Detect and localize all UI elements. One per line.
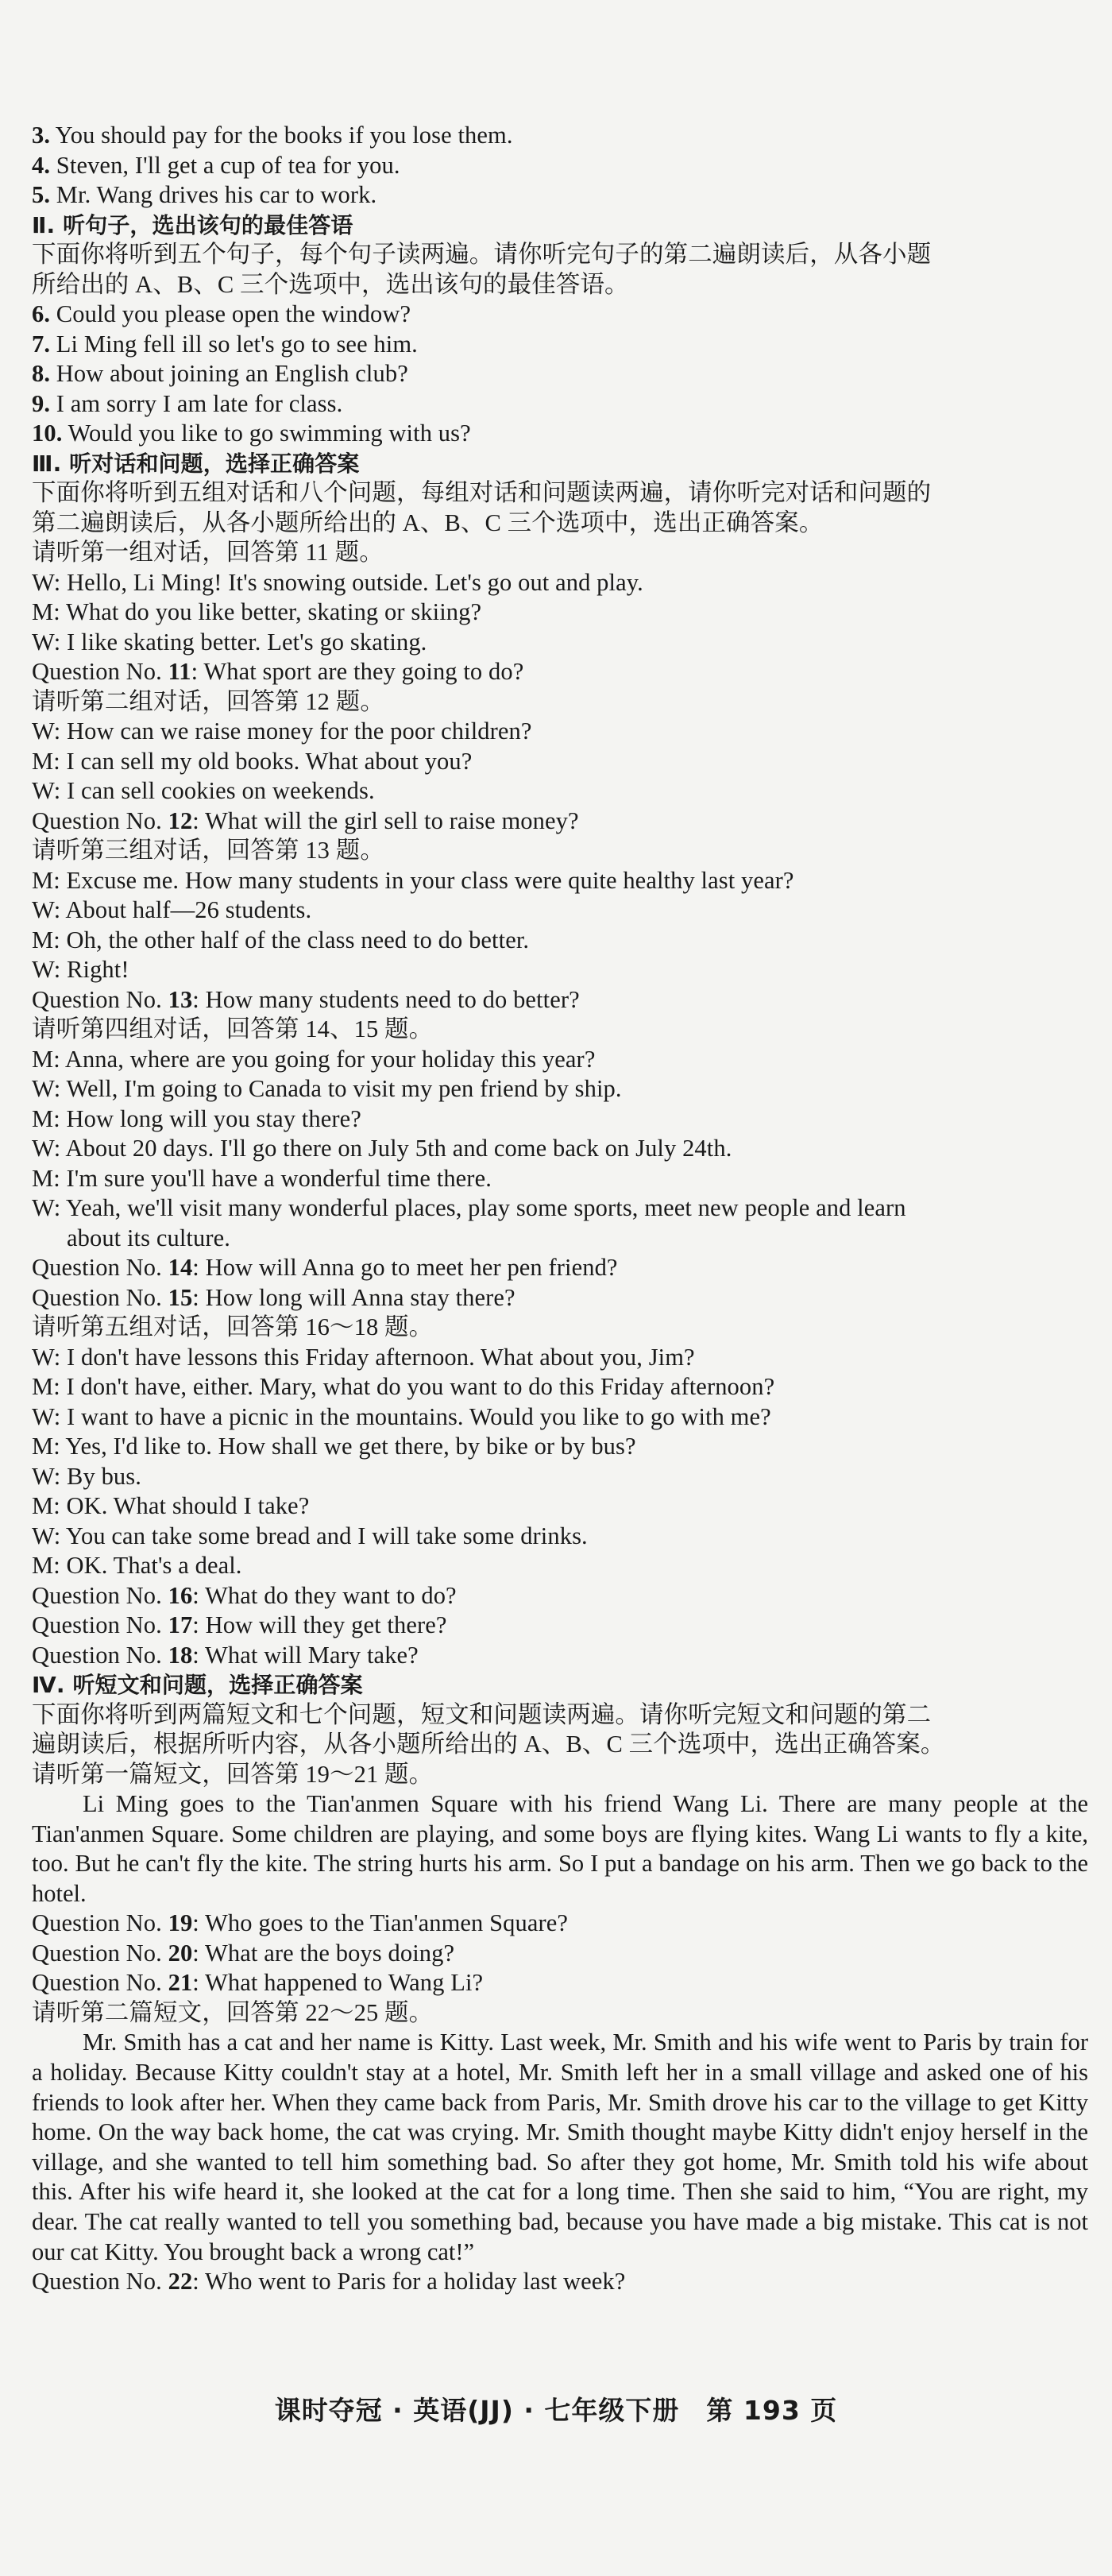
question-prefix: Question No.: [32, 1641, 168, 1669]
dialogue-line: M: Oh, the other half of the class need to do better.: [32, 926, 530, 953]
dialogue-line: M: Anna, where are you going for your holiday this year?: [32, 1045, 596, 1073]
dialogue-line: W: Right!: [32, 956, 129, 983]
item-number: 5.: [32, 181, 51, 208]
item-text: Would you like to go swimming with us?: [62, 420, 471, 447]
dialogue-line: W: How can we raise money for the poor children?: [32, 717, 532, 745]
question-number: 19: [168, 1909, 193, 1937]
group-intro: 请听第五组对话，回答第 16～18 题。: [32, 1313, 434, 1340]
question-number: 12: [168, 806, 193, 834]
question-prefix: Question No.: [32, 1254, 168, 1281]
item-text: Li Ming fell ill so let's go to see him.: [50, 330, 418, 358]
question-prefix: Question No.: [32, 1909, 168, 1937]
passage-paragraph: Mr. Smith has a cat and her name is Kitty. Last week, Mr. Smith and his wife went to Paris by train for a holiday. Because Kitty couldn't stay at a hotel, Mr. Smith left her in a small village and asked one of his friends to look after her. When they came back from Paris, Mr. Smith drove his car to the village to get Kitty home. On the way back home, the cat was crying. Mr. Smith thought maybe Kitty didn't enjoy herself in the village, and she wanted to tell him something bad. So after they got home, Mr. Smith told his wife about this. After his wife heard it, she looked at the cat for a long time. Then she said to him, “You are right, my dear. The cat really wanted to tell you something bad, because you have made a big mistake. This cat is not our cat Kitty. You brought back a wrong cat!”: [32, 2029, 1088, 2265]
question-line: [32, 1968, 1088, 1998]
question-line: [32, 657, 1088, 687]
section-instructions: 所给出的 A、B、C 三个选项中，选出该句的最佳答语。: [32, 270, 629, 298]
dialogue-line: M: Excuse me. How many students in your class were quite healthy last year?: [32, 866, 794, 894]
question-line: [32, 1611, 1088, 1641]
question-number: 13: [168, 985, 193, 1013]
question-text: : How many students need to do better?: [192, 985, 580, 1013]
question-line: [32, 985, 1088, 1015]
question-text: : What happened to Wang Li?: [192, 1969, 484, 1997]
question-text: : What are the boys doing?: [192, 1939, 455, 1967]
question-line: [32, 1909, 1088, 1939]
item-number: 7.: [32, 330, 51, 358]
item-number: 6.: [32, 300, 51, 327]
section-heading: Ⅳ. 听短文和问题，选择正确答案: [32, 1672, 363, 1698]
question-text: : What will the girl sell to raise money?: [192, 806, 579, 834]
question-prefix: Question No.: [32, 658, 168, 685]
dialogue-line: W: Hello, Li Ming! It's snowing outside. Let's go out and play.: [32, 568, 643, 596]
question-prefix: Question No.: [32, 1611, 168, 1638]
list-item: [32, 389, 1088, 420]
item-text: Could you please open the window?: [50, 300, 411, 327]
list-item: [32, 419, 1088, 449]
dialogue-line: M: What do you like better, skating or skiing?: [32, 598, 482, 625]
dialogue-line: W: About half—26 students.: [32, 896, 312, 923]
question-number: 21: [168, 1969, 193, 1997]
passage-intro: 请听第一篇短文，回答第 19～21 题。: [32, 1760, 434, 1788]
question-text: : How will Anna go to meet her pen friend?: [192, 1254, 618, 1281]
dialogue-line: W: You can take some bread and I will take some drinks.: [32, 1522, 588, 1549]
question-number: 20: [168, 1939, 193, 1967]
question-prefix: Question No.: [32, 806, 168, 834]
passage-intro: 请听第二篇短文，回答第 22～25 题。: [32, 1998, 434, 2026]
question-prefix: Question No.: [32, 1283, 168, 1311]
section-instructions: 下面你将听到五组对话和八个问题，每组对话和问题读两遍，请你听完对话和问题的: [32, 479, 932, 506]
section-instructions: 下面你将听到两篇短文和七个问题，短文和问题读两遍。请你听完短文和问题的第二: [32, 1700, 932, 1728]
dialogue-line: W: I want to have a picnic in the mountains. Would you like to go with me?: [32, 1402, 771, 1430]
question-line: [32, 1939, 1088, 1969]
dialogue-line: W: I can sell cookies on weekends.: [32, 777, 375, 804]
item-number: 4.: [32, 151, 51, 179]
question-number: 17: [168, 1611, 193, 1638]
question-number: 15: [168, 1283, 193, 1311]
question-text: : What sport are they going to do?: [191, 658, 524, 685]
group-intro: 请听第四组对话，回答第 14、15 题。: [32, 1015, 434, 1042]
section-instructions: 遍朗读后，根据所听内容，从各小题所给出的 A、B、C 三个选项中，选出正确答案。: [32, 1731, 945, 1758]
group-intro: 请听第三组对话，回答第 13 题。: [32, 837, 384, 864]
question-text: : Who went to Paris for a holiday last week?: [192, 2268, 626, 2296]
question-number: 18: [168, 1641, 193, 1669]
question-prefix: Question No.: [32, 1581, 168, 1609]
question-text: : What will Mary take?: [192, 1641, 419, 1669]
dialogue-line: W: Well, I'm going to Canada to visit my pen friend by ship.: [32, 1075, 622, 1102]
item-number: 3.: [32, 122, 51, 149]
item-text: I am sorry I am late for class.: [50, 389, 343, 417]
question-prefix: Question No.: [32, 985, 168, 1013]
item-text: Mr. Wang drives his car to work.: [50, 181, 377, 208]
item-number: 9.: [32, 389, 51, 417]
list-item: [32, 300, 1088, 330]
section-heading: Ⅱ. 听句子，选出该句的最佳答语: [32, 211, 353, 238]
question-number: 22: [168, 2268, 193, 2296]
question-number: 11: [168, 658, 191, 685]
item-number: 8.: [32, 360, 51, 387]
dialogue-line: W: Yeah, we'll visit many wonderful places, play some sports, meet new people and learn: [32, 1194, 906, 1221]
question-prefix: Question No.: [32, 1939, 168, 1967]
question-line: [32, 1283, 1088, 1313]
question-line: [32, 1253, 1088, 1283]
question-text: : Who goes to the Tian'anmen Square?: [192, 1909, 569, 1937]
dialogue-line: M: I can sell my old books. What about you?: [32, 747, 473, 775]
list-item: [32, 151, 1088, 181]
dialogue-line: M: How long will you stay there?: [32, 1104, 361, 1132]
dialogue-line: M: I don't have, either. Mary, what do you want to do this Friday afternoon?: [32, 1373, 775, 1400]
list-item: [32, 180, 1088, 211]
dialogue-line: W: By bus.: [32, 1462, 141, 1490]
dialogue-line: W: About 20 days. I'll go there on July 5th and come back on July 24th.: [32, 1135, 732, 1162]
question-line: [32, 1581, 1088, 1611]
page-footer: 课时夺冠 · 英语(JJ) · 七年级下册 第 193 页: [274, 2395, 838, 2426]
question-text: : How long will Anna stay there?: [192, 1283, 515, 1311]
section-instructions: 第二遍朗读后，从各小题所给出的 A、B、C 三个选项中，选出正确答案。: [32, 509, 824, 536]
dialogue-continuation: about its culture.: [67, 1224, 230, 1251]
dialogue-line: M: OK. What should I take?: [32, 1492, 310, 1519]
dialogue-line: M: I'm sure you'll have a wonderful time there.: [32, 1164, 492, 1192]
item-number: 10.: [32, 420, 63, 447]
dialogue-line: M: OK. That's a deal.: [32, 1552, 242, 1579]
dialogue-line: W: I don't have lessons this Friday afternoon. What about you, Jim?: [32, 1343, 695, 1371]
question-number: 16: [168, 1581, 193, 1609]
question-line: [32, 2267, 1088, 2297]
dialogue-line: M: Yes, I'd like to. How shall we get there, by bike or by bus?: [32, 1433, 636, 1460]
list-item: [32, 330, 1088, 360]
list-item: [32, 121, 1088, 151]
list-item: [32, 359, 1088, 389]
question-line: [32, 1641, 1088, 1671]
page-content: [32, 121, 1088, 2297]
item-text: How about joining an English club?: [50, 360, 408, 387]
section-heading: Ⅲ. 听对话和问题，选择正确答案: [32, 450, 360, 477]
question-text: : What do they want to do?: [192, 1581, 457, 1609]
question-prefix: Question No.: [32, 2268, 168, 2296]
dialogue-line: W: I like skating better. Let's go skating.: [32, 628, 427, 656]
passage-paragraph: Li Ming goes to the Tian'anmen Square with his friend Wang Li. There are many people at the Tian'anmen Square. Some children are playing, and some boys are flying kites. Wang Li wants to fly a kite, too. But he can't fly the kite. The string hurts his arm. So I put a bandage on his arm. Then we go back to the hotel.: [32, 1790, 1088, 1907]
group-intro: 请听第二组对话，回答第 12 题。: [32, 687, 384, 715]
question-text: : How will they get there?: [192, 1611, 447, 1638]
question-prefix: Question No.: [32, 1969, 168, 1997]
group-intro: 请听第一组对话，回答第 11 题。: [32, 539, 384, 566]
item-text: Steven, I'll get a cup of tea for you.: [50, 151, 400, 179]
question-line: [32, 806, 1088, 837]
section-instructions: 下面你将听到五个句子，每个句子读两遍。请你听完句子的第二遍朗读后，从各小题: [32, 241, 932, 268]
item-text: You should pay for the books if you lose them.: [50, 122, 513, 149]
question-number: 14: [168, 1254, 193, 1281]
